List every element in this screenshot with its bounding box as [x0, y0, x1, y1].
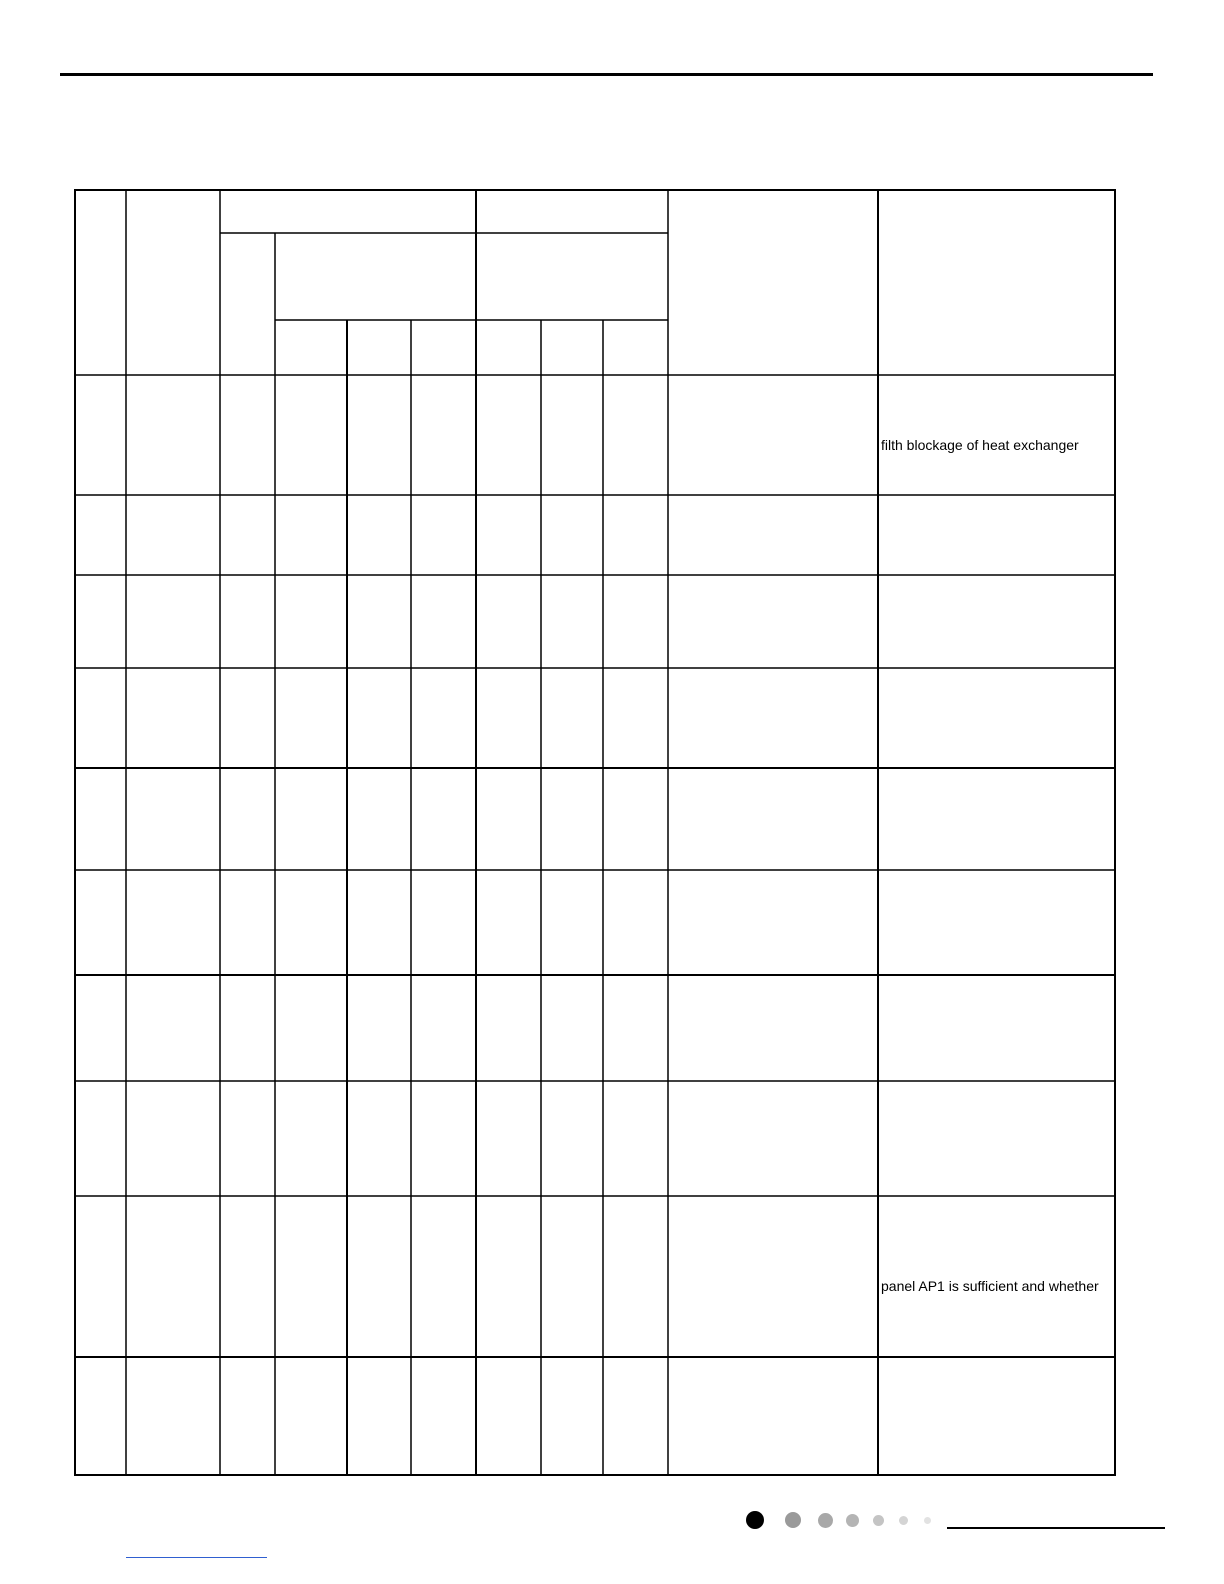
footer-link-underline — [126, 1557, 267, 1558]
footer-rule — [947, 1527, 1165, 1529]
page-dot-3 — [818, 1513, 833, 1528]
row-1-remark-text: filth blockage of heat exchanger — [881, 437, 1079, 453]
page-dot-4 — [846, 1514, 859, 1527]
page-dot-7 — [924, 1517, 931, 1524]
row-9-remark-text: panel AP1 is sufficient and whether — [881, 1278, 1099, 1294]
page-dot-2 — [785, 1512, 801, 1528]
page-dot-6 — [899, 1516, 908, 1525]
page-dot-1 — [746, 1511, 764, 1529]
page-dot-5 — [873, 1515, 884, 1526]
